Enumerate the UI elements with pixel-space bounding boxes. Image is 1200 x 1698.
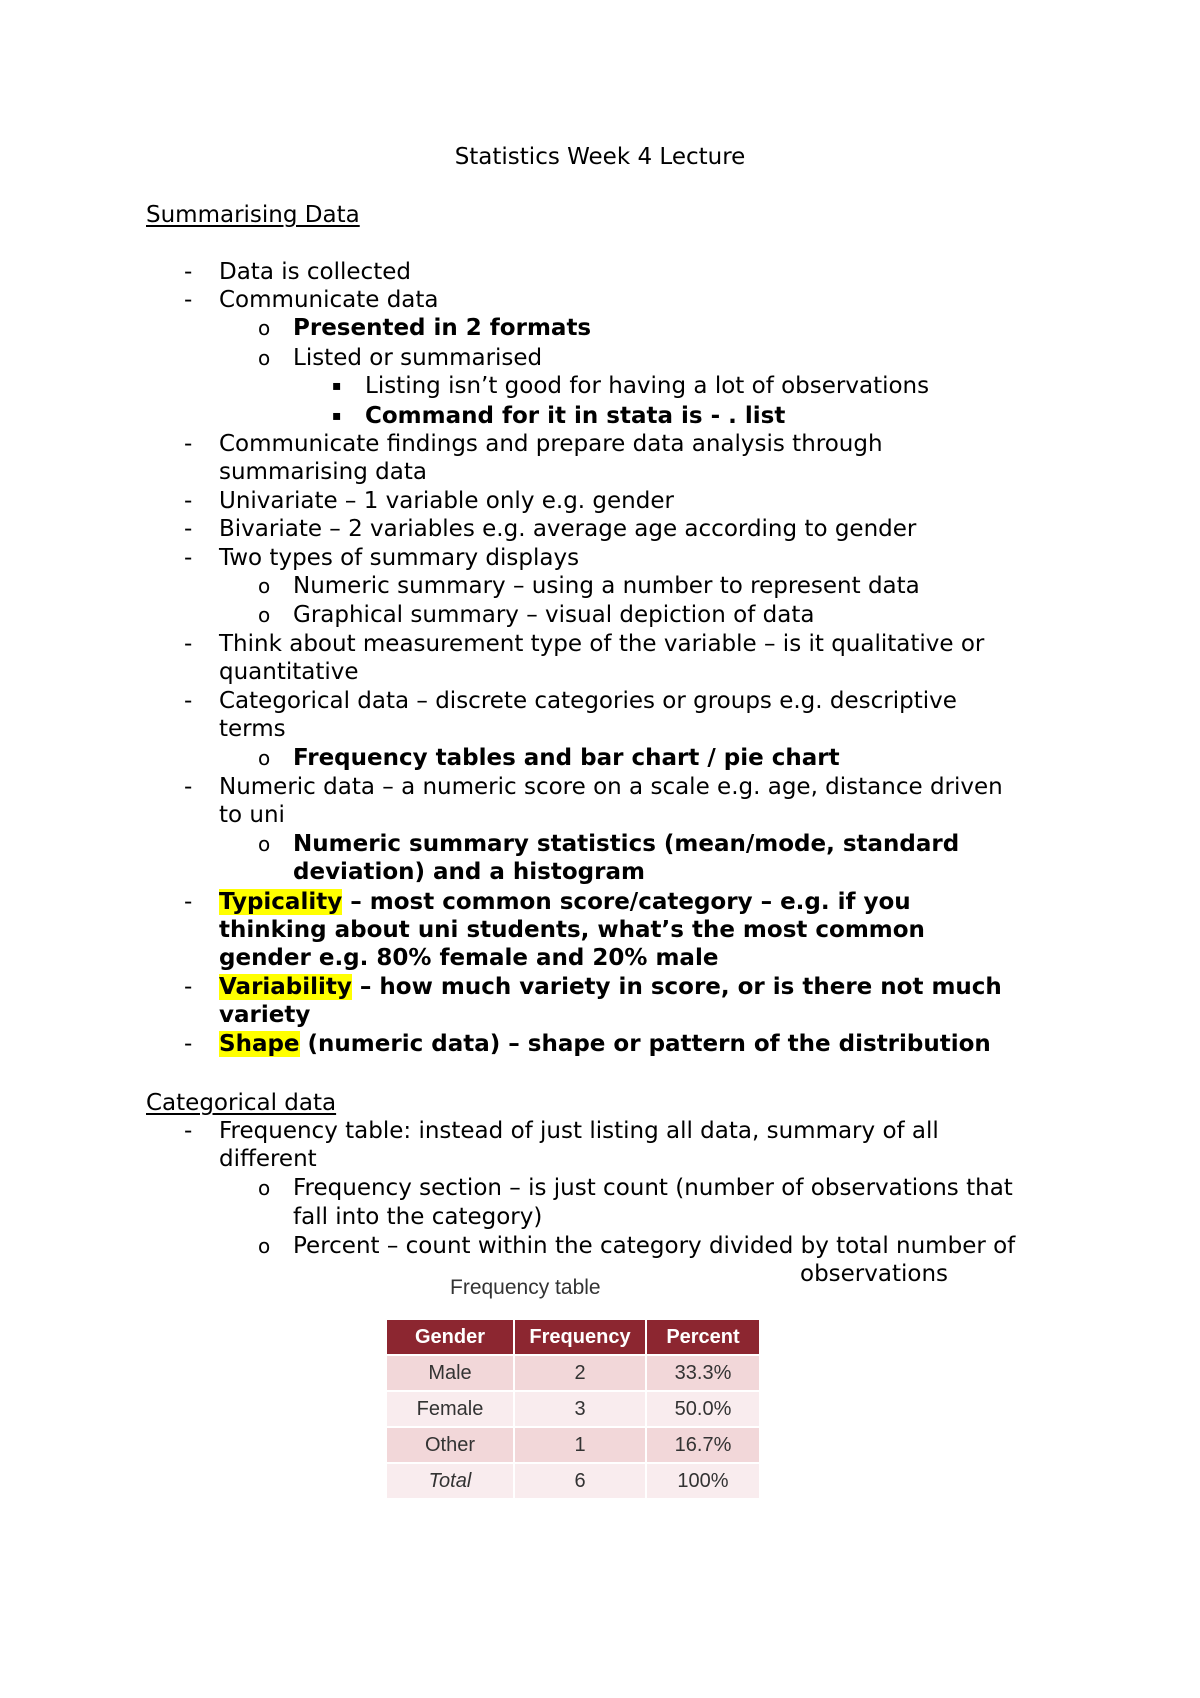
list-item: Categorical data – discrete categories or groups e.g. descriptive xyxy=(219,688,957,714)
frequency-table xyxy=(385,1318,761,1500)
bullet-square: ▪ xyxy=(332,408,342,424)
list-item-continuation: quantitative xyxy=(219,659,359,685)
bullet-dash: - xyxy=(184,488,193,514)
list-item-continuation: deviation) and a histogram xyxy=(293,859,645,885)
list-item-continuation: thinking about uni students, what’s the most common xyxy=(219,917,925,943)
table-cell: 2 xyxy=(515,1356,645,1390)
section-heading-summarising: Summarising Data xyxy=(146,202,360,228)
bullet-circle: o xyxy=(258,603,271,627)
list-item-continuation: fall into the category) xyxy=(293,1204,543,1230)
bullet-circle: o xyxy=(258,1234,271,1258)
bullet-circle: o xyxy=(258,832,271,856)
list-item: Numeric summary – using a number to represent data xyxy=(293,573,920,599)
bullet-circle: o xyxy=(258,346,271,370)
table-cell: Other xyxy=(387,1428,513,1462)
list-item: Data is collected xyxy=(219,259,411,285)
bullet-dash: - xyxy=(184,431,193,457)
table-header-cell: Gender xyxy=(387,1320,513,1354)
bullet-dash: - xyxy=(184,287,193,313)
list-item-text: (numeric data) – shape or pattern of the distribution xyxy=(299,1031,991,1057)
list-item: Frequency table: instead of just listing all data, summary of all xyxy=(219,1118,939,1144)
list-item: Listed or summarised xyxy=(293,345,543,371)
bullet-dash: - xyxy=(184,516,193,542)
table-cell: 3 xyxy=(515,1392,645,1426)
list-item: Command for it in stata is - . list xyxy=(365,403,786,429)
bullet-dash: - xyxy=(184,631,193,657)
list-item-continuation: different xyxy=(219,1146,317,1172)
highlight-term: Typicality xyxy=(219,889,343,915)
list-item-text: – most common score/category – e.g. if you xyxy=(342,889,911,915)
bullet-dash: - xyxy=(184,974,193,1000)
bullet-circle: o xyxy=(258,316,271,340)
table-cell: Male xyxy=(387,1356,513,1390)
list-item: Communicate data xyxy=(219,287,439,313)
list-item: Percent – count within the category divided by total number of xyxy=(293,1233,1016,1259)
table-header-cell: Percent xyxy=(647,1320,759,1354)
list-item-continuation: observations xyxy=(800,1261,949,1287)
list-item: Think about measurement type of the variable – is it qualitative or xyxy=(219,631,985,657)
list-item: Frequency tables and bar chart / pie chart xyxy=(293,745,840,771)
table-cell: 16.7% xyxy=(647,1428,759,1462)
bullet-dash: - xyxy=(184,1118,193,1144)
list-item: Bivariate – 2 variables e.g. average age according to gender xyxy=(219,516,917,542)
list-item: Two types of summary displays xyxy=(219,545,580,571)
list-item-continuation: gender e.g. 80% female and 20% male xyxy=(219,945,719,971)
table-cell: 33.3% xyxy=(647,1356,759,1390)
table-cell: 6 xyxy=(515,1464,645,1498)
table-cell: 100% xyxy=(647,1464,759,1498)
list-item: Frequency section – is just count (number of observations that xyxy=(293,1175,1013,1201)
table-row xyxy=(387,1392,759,1426)
bullet-dash: - xyxy=(184,545,193,571)
table-header-cell: Frequency xyxy=(515,1320,645,1354)
highlight-term: Shape xyxy=(219,1031,300,1057)
list-item: Graphical summary – visual depiction of data xyxy=(293,602,815,628)
table-row xyxy=(387,1356,759,1390)
bullet-dash: - xyxy=(184,1031,193,1057)
table-cell: 50.0% xyxy=(647,1392,759,1426)
bullet-circle: o xyxy=(258,1176,271,1200)
table-row-total xyxy=(387,1464,759,1498)
section-heading-categorical: Categorical data xyxy=(146,1090,337,1116)
bullet-circle: o xyxy=(258,574,271,598)
list-item-continuation: terms xyxy=(219,716,286,742)
table-cell: Total xyxy=(387,1464,513,1498)
bullet-dash: - xyxy=(184,774,193,800)
table-cell: 1 xyxy=(515,1428,645,1462)
list-item-continuation: variety xyxy=(219,1002,311,1028)
list-item xyxy=(219,888,911,916)
table-caption: Frequency table xyxy=(450,1276,601,1299)
list-item xyxy=(219,973,1002,1001)
bullet-dash: - xyxy=(184,259,193,285)
list-item-continuation: summarising data xyxy=(219,459,427,485)
list-item: Listing isn’t good for having a lot of observations xyxy=(365,373,930,399)
table-cell: Female xyxy=(387,1392,513,1426)
list-item: Presented in 2 formats xyxy=(293,315,592,341)
bullet-circle: o xyxy=(258,746,271,770)
list-item: Numeric summary statistics (mean/mode, standard xyxy=(293,831,960,857)
table-header-row xyxy=(387,1320,759,1354)
list-item: Numeric data – a numeric score on a scale e.g. age, distance driven xyxy=(219,774,1003,800)
document-title: Statistics Week 4 Lecture xyxy=(454,144,746,170)
list-item: Univariate – 1 variable only e.g. gender xyxy=(219,488,674,514)
table-row xyxy=(387,1428,759,1462)
list-item-continuation: to uni xyxy=(219,802,285,828)
highlight-term: Variability xyxy=(219,974,352,1000)
bullet-square: ▪ xyxy=(332,378,342,394)
list-item-text: – how much variety in score, or is there not much xyxy=(351,974,1002,1000)
list-item: Communicate findings and prepare data analysis through xyxy=(219,431,883,457)
bullet-dash: - xyxy=(184,889,193,915)
list-item xyxy=(219,1030,991,1058)
bullet-dash: - xyxy=(184,688,193,714)
